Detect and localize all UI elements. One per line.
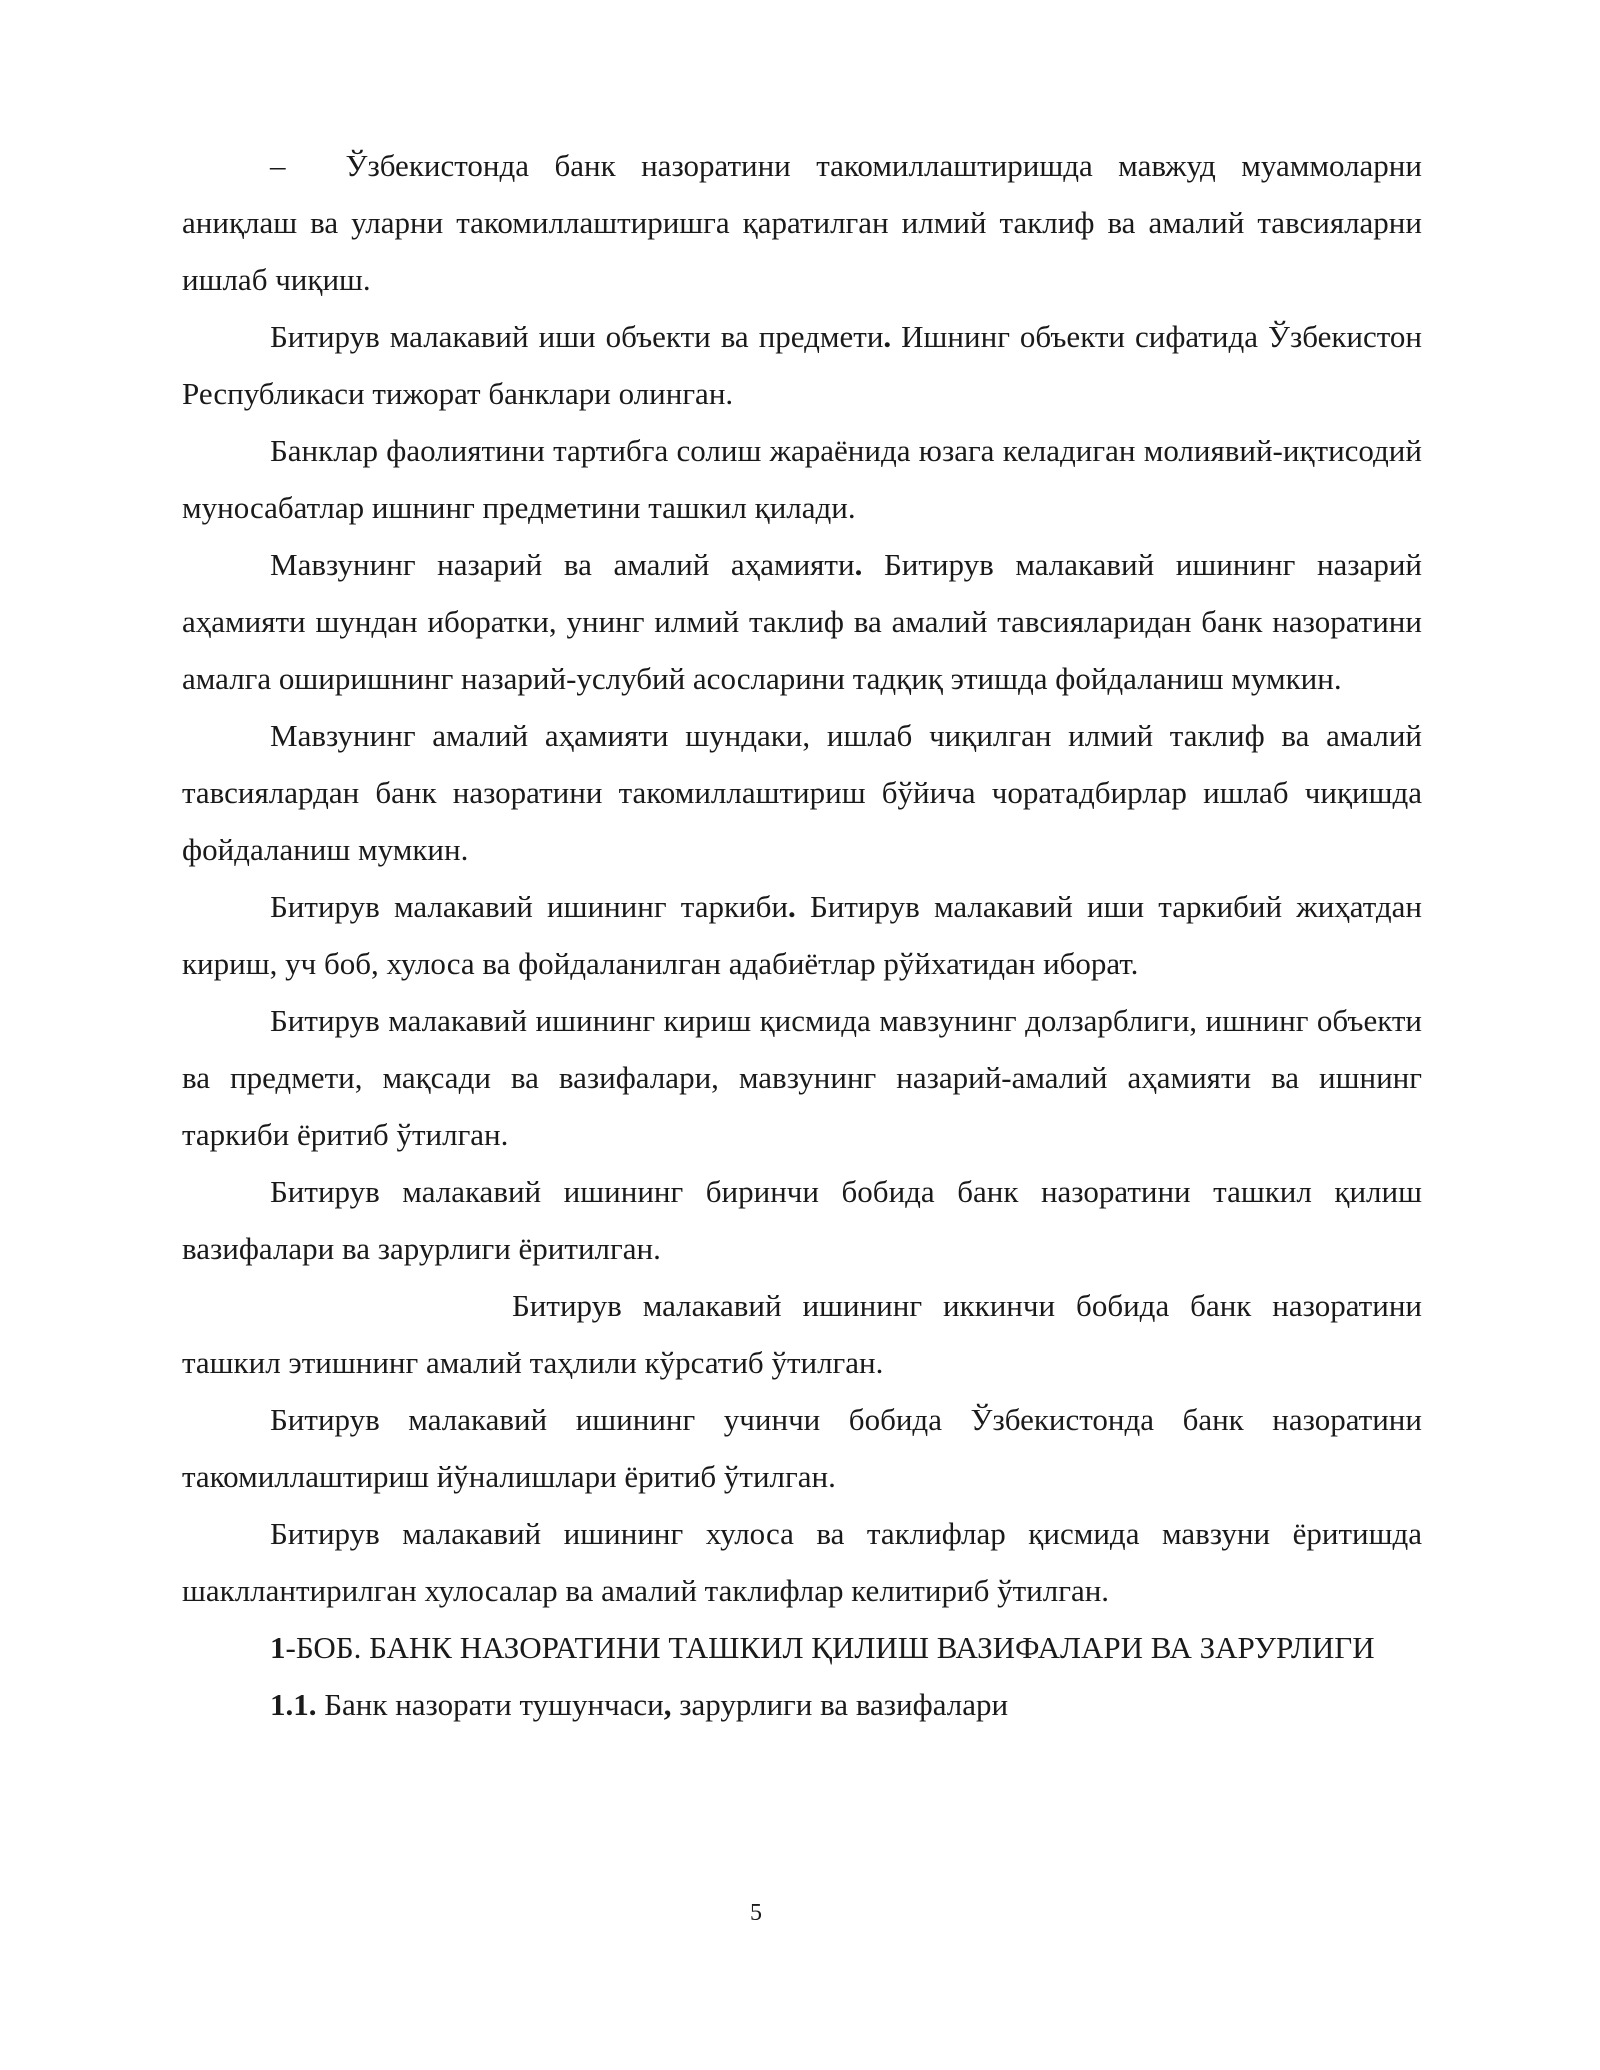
- paragraph-object-subject-text: Ишнинг объекти сифатида Ўзбекистон Республикаси тижорат банклари олинган.: [182, 319, 1422, 411]
- paragraph-practical-text: Мавзунинг амалий аҳамияти шундаки, ишлаб чиқилган илмий таклиф ва амалий тавсиялардан банк назоратини такомиллаштириш бўйича чоратадбирлар ишлаб чиқишда фойдаланиш мумкин.: [182, 718, 1422, 867]
- paragraph-object-subject: [182, 308, 1422, 422]
- paragraph-subject-text: Банклар фаолиятини тартибга солиш жараёнида юзага келадиган молиявий-иқтисодий муносабатлар ишнинг предметини ташкил қилади.: [182, 433, 1422, 525]
- document-page: [182, 137, 1422, 1733]
- paragraph-theoretical-lead: Мавзунинг назарий ва амалий аҳамияти: [270, 547, 855, 582]
- paragraph-practical-significance: [182, 707, 1422, 878]
- paragraph-object-subject-lead-end: .: [883, 319, 892, 354]
- paragraph-theoretical-text: Битирув малакавий ишининг назарий аҳамияти шундан иборатки, унинг илмий таклиф ва амалий тавсияларидан банк назоратини амалга оширишнинг назарий-услубий асосларини тадқиқ этишда фойдаланиш мумкин.: [182, 547, 1422, 696]
- paragraph-introduction: [182, 992, 1422, 1163]
- paragraph-chapter-one-text: Битирув малакавий ишининг биринчи бобида банк назоратини ташкил қилиш вазифалари ва зарурлиги ёритилган.: [182, 1174, 1422, 1266]
- dash-mark: –: [270, 148, 286, 183]
- chapter-title: -БОБ. БАНК НАЗОРАТИНИ ТАШКИЛ ҚИЛИШ ВАЗИФАЛАРИ ВА ЗАРУРЛИГИ: [285, 1630, 1375, 1665]
- paragraph-chapter-three-text: Битирув малакавий ишининг учинчи бобида Ўзбекистонда банк назоратини такомиллаштириш йўналишлари ёритиб ўтилган.: [182, 1402, 1422, 1494]
- chapter-heading: [182, 1619, 1422, 1676]
- paragraph-goal: [182, 137, 1422, 308]
- paragraph-theoretical-significance: [182, 536, 1422, 707]
- paragraph-introduction-text: Битирув малакавий ишининг кириш қисмида мавзунинг долзарблиги, ишнинг объекти ва предмети, мақсади ва вазифалари, мавзунинг назарий-амалий аҳамияти ва ишнинг таркиби ёритиб ўтилган.: [182, 1003, 1422, 1152]
- paragraph-structure: [182, 878, 1422, 992]
- paragraph-structure-text: Битирув малакавий иши таркибий жиҳатдан кириш, уч боб, хулоса ва фойдаланилган адабиётлар рўйхатидан иборат.: [182, 889, 1423, 981]
- paragraph-structure-lead: Битирув малакавий ишининг таркиби: [270, 889, 788, 924]
- paragraph-theoretical-lead-end: .: [854, 547, 863, 582]
- section-title-a: Банк назорати тушунчаси: [316, 1687, 664, 1722]
- paragraph-goal-text: Ўзбекистонда банк назоратини такомиллаштиришда мавжуд муаммоларни аниқлаш ва уларни такомиллаштиришга қаратилган илмий таклиф ва амалий тавсияларни ишлаб чиқиш.: [182, 148, 1422, 297]
- chapter-number: 1: [270, 1630, 286, 1665]
- section-title-b: зарурлиги ва вазифалари: [671, 1687, 1009, 1722]
- paragraph-object-subject-lead: Битирув малакавий иши объекти ва предмети: [270, 319, 884, 354]
- paragraph-chapter-two-text: Битирув малакавий ишининг иккинчи бобида банк назоратини ташкил этишнинг амалий таҳлили кўрсатиб ўтилган.: [182, 1288, 1422, 1380]
- paragraph-conclusion-text: Битирув малакавий ишининг хулоса ва таклифлар қисмида мавзуни ёритишда шакллантирилган хулосалар ва амалий таклифлар келитириб ўтилган.: [182, 1516, 1422, 1608]
- paragraph-chapter-three: [182, 1391, 1422, 1505]
- paragraph-subject: [182, 422, 1422, 536]
- paragraph-structure-lead-end: .: [788, 889, 796, 924]
- paragraph-chapter-one: [182, 1163, 1422, 1277]
- section-number: 1.1.: [270, 1687, 317, 1722]
- paragraph-conclusion: [182, 1505, 1422, 1619]
- paragraph-chapter-two: [182, 1277, 1422, 1391]
- section-title-comma: ,: [663, 1687, 672, 1722]
- page-number: 5: [750, 1900, 762, 1926]
- section-heading: [182, 1676, 1422, 1733]
